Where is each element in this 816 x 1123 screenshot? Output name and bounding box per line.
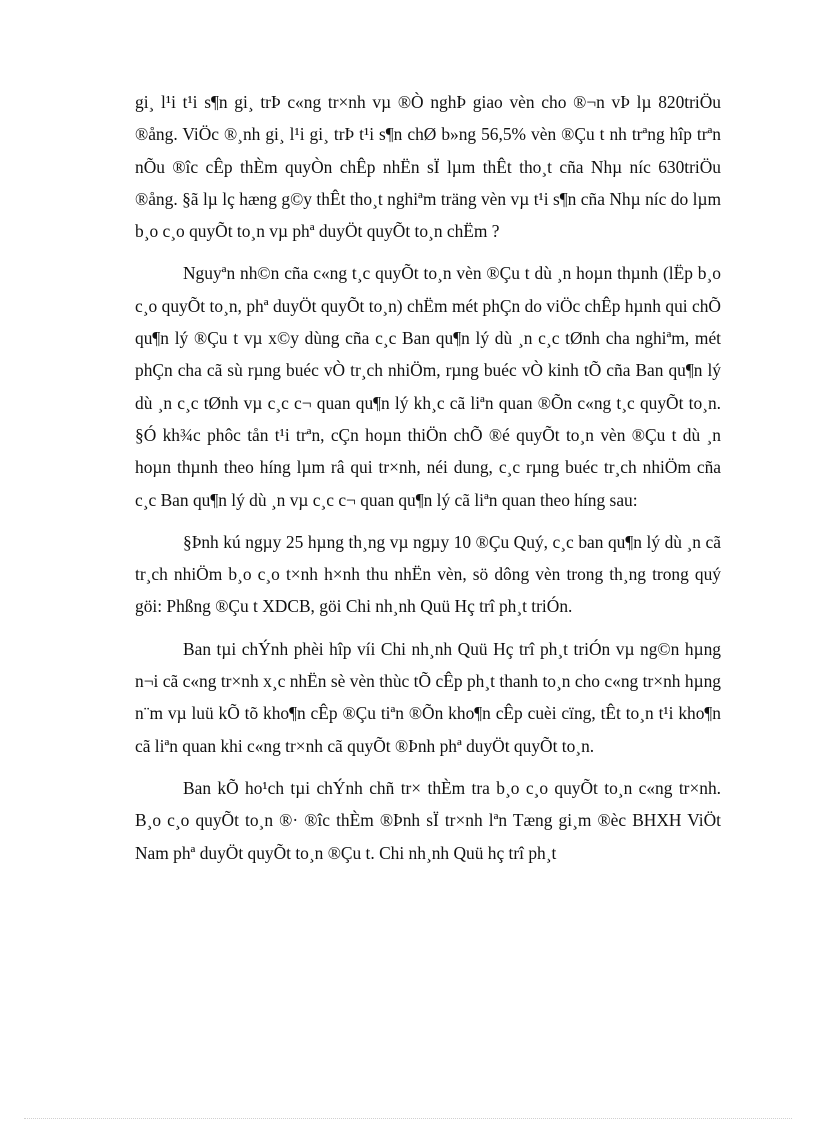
paragraph-1: gi¸ l¹i t¹i s¶n gi¸ trÞ c«ng tr×nh vµ ®Ò nghÞ giao vèn cho ®¬n vÞ lµ 820triÖu ®ång. ViÖc ®¸nh gi¸ l¹i gi¸ trÞ t¹i s¶n chØ b»ng 56,5% vèn ®Çu t nh trªng hîp trªn nÕu ®îc cÊp thÈm quyÒn chÊp nhËn sÏ lµm thÊt tho¸t cña Nhµ níc 630triÖu ®ång. §ã lµ lç hæng g©y thÊt tho¸t nghiªm träng vèn vµ t¹i s¶n cña Nhµ níc do lµm b¸o c¸o quyÕt to¸n vµ phª duyÖt quyÕt to¸n chËm ?	[135, 92, 721, 242]
paragraph-2: Nguyªn nh©n cña c«ng t¸c quyÕt to¸n vèn ®Çu t dù ¸n hoµn thµnh (lËp b¸o c¸o quyÕt to¸n, phª duyÖt quyÕt to¸n) chËm mét phÇn do viÖc chÊp hµnh qui chÕ qu¶n lý ®Çu t vµ x©y dùng cña c¸c Ban qu¶n lý dù ¸n c¸c tØnh cha nghiªm, mét phÇn cha cã sù rµng buéc vÒ tr¸ch nhiÖm, rµng buéc vÒ kinh tÕ cña Ban qu¶n lý dù ¸n c¸c tØnh vµ c¸c c¬ quan qu¶n lý kh¸c cã liªn quan ®Õn c«ng t¸c quyÕt to¸n. §Ó kh¾c phôc tån t¹i trªn, cÇn hoµn thiÖn chÕ ®é quyÕt to¸n vèn ®Çu t dù ¸n hoµn thµnh theo híng lµm râ qui tr×nh, néi dung, c¸c rµng buéc tr¸ch nhiÖm cña c¸c Ban qu¶n lý dù ¸n vµ c¸c c¬ quan qu¶n lý cã liªn quan theo híng sau:	[135, 263, 721, 510]
paragraph-3: §Þnh kú ngµy 25 hµng th¸ng vµ ngµy 10 ®Çu Quý, c¸c ban qu¶n lý dù ¸n cã tr¸ch nhiÖm b¸o c¸o t×nh h×nh thu nhËn vèn, sö dông vèn trong th¸ng trong quý göi: Phßng ®Çu t XDCB, göi Chi nh¸nh Quü Hç trî ph¸t triÓn.	[135, 531, 721, 617]
page-bottom-divider	[24, 1118, 792, 1119]
document-body	[135, 86, 721, 879]
paragraph-5: Ban kÕ ho¹ch tµi chÝnh chñ tr× thÈm tra b¸o c¸o quyÕt to¸n c«ng tr×nh. B¸o c¸o quyÕt to¸n ®· ®îc thÈm ®Þnh sÏ tr×nh lªn Tæng gi¸m ®èc BHXH ViÖt Nam phª duyÖt quyÕt to¸n ®Çu t. Chi nh¸nh Quü hç trî ph¸t	[135, 777, 721, 863]
paragraph-4: Ban tµi chÝnh phèi hîp víi Chi nh¸nh Quü Hç trî ph¸t triÓn vµ ng©n hµng n¬i cã c«ng tr×nh x¸c nhËn sè vèn thùc tÕ cÊp ph¸t thanh to¸n cho c«ng tr×nh hµng n¨m vµ luü kÕ tõ kho¶n cÊp ®Çu tiªn ®Õn kho¶n cÊp cuèi cïng, tÊt to¸n t¹i kho¶n cã liªn quan khi c«ng tr×nh cã quyÕt ®Þnh phª duyÖt quyÕt to¸n.	[135, 638, 721, 756]
